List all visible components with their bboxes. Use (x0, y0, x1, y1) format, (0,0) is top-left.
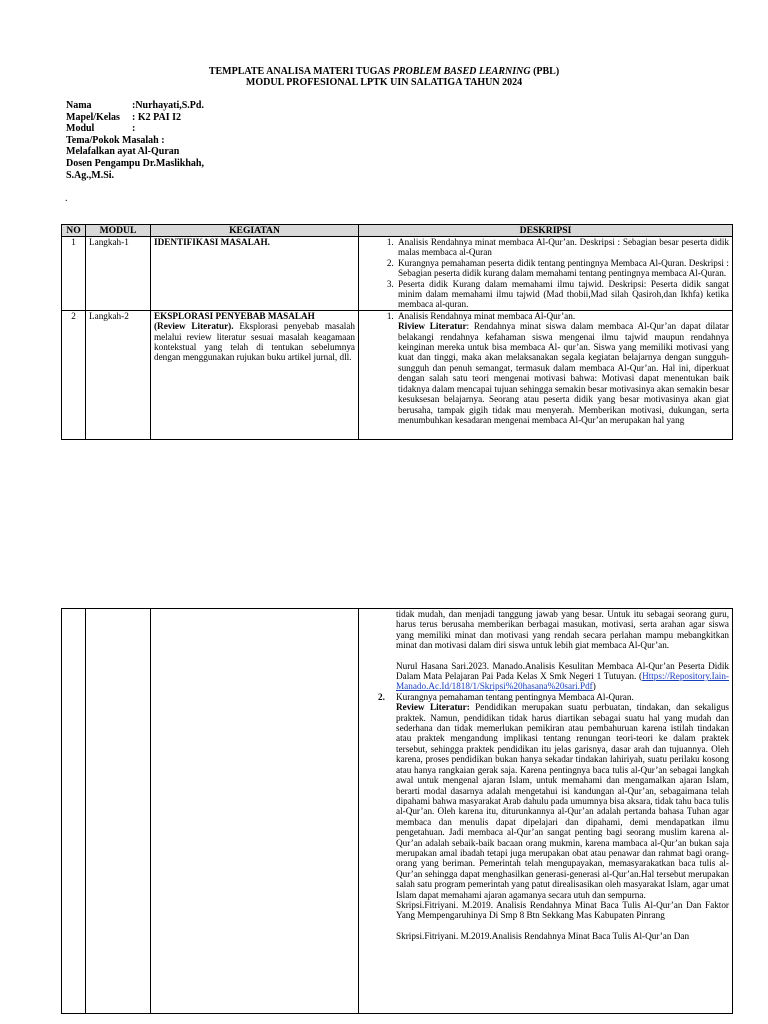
meta-modul (66, 123, 204, 135)
meta-tema-value: Melafalkan ayat Al-Quran (66, 146, 180, 158)
title-suffix: (PBL) (530, 66, 560, 77)
document-subtitle: MODUL PROFESIONAL LPTK UIN SALATIGA TAHUN 2024 (245, 77, 523, 88)
deskripsi-clip (362, 609, 729, 1013)
row-modul: Langkah-2 (86, 310, 151, 439)
list-item: 3. Peserta didik Kurang dalam memahami ilmu tajwid. Deskripsi: Peserta didik sangat minim dalam memahami ilmu tajwid (Mad thobii,Mad silah Qasiroh,dan Ikhfa) ketika membaca al-quran. (396, 279, 729, 310)
reference: Skripsi.Fitriyani. M.2019. Analisis Rendahnya Minat Baca Tulis Al-Qur’an Dan Faktor Yang Mempengaruhinya Di Smp 8 Btn Sekkang Mas Kabupaten Pinrang (396, 899, 729, 921)
continued-text: tidak mudah, dan menjadi tanggung jawab yang besar. Untuk itu sebagai seorang guru, harus terus berusaha memberikan berbagai masukan, motivasi, serta arahan agar siswa yang memiliki minat dan motivasi yang rendah secara perlahan mampu mebangkitkan minat dan motivasi dalam diri siswa untuk lebih giat membaca Al-Qur’an. (396, 609, 729, 651)
header-kegiatan: KEGIATAN (151, 225, 359, 237)
meta-label: Modul (66, 123, 95, 135)
meta-dosen-line2: S.Ag.,M.Si. (66, 169, 115, 181)
kegiatan-title: EKSPLORASI PENYEBAB MASALAH (154, 310, 315, 321)
row-deskripsi (359, 237, 733, 311)
row-no: 1 (62, 237, 86, 311)
item-body (396, 702, 729, 900)
table-row (62, 237, 733, 311)
item-label: Review Literatur: (396, 702, 470, 713)
kegiatan-desc (154, 321, 355, 363)
meta-mapel (66, 112, 204, 124)
meta-label: Mapel/Kelas (66, 111, 120, 123)
meta-value: : K2 PAI I2 (132, 111, 181, 123)
item-text: : Rendahnya minat siswa dalam membaca Al-Qur’an dapat dilatar belakangi rendahnya kefahaman siswa mengenai ilmu tajwid maupun rendahnya keinginan mereka untuk bisa membaca Al- qur’an. Siswa yang memiliki motivasi yang kuat dan tinggi, maka akan melaksanakan segala kegiatan belajarnya dengan sungguh-sungguh dan penuh semangat, termasuk dalam membaca Al-Qur’an. Hal ini, diperkuat dengan salah satu teori mengenai motivasi bahwa: Motivasi dapat menentukan baik tidaknya dalam mencapai tujuan sehingga semakin besar motivasinya akan semakin besar kesuksesan belajarnya. Seorang atau peserta didik yang besar motivasinya akan giat berusaha, tampak gigih tidak mau menyerah. Memberikan motivasi, dukungan, serta menumbuhkan kesadaran mengenai membaca Al-Qur’an merupakan hal yang (398, 321, 729, 425)
list-item: 1. Analisis Rendahnya minat membaca Al-Qur’an. Deskripsi : Sebagian besar peserta didik malas membaca al-Quran (396, 237, 729, 258)
header-modul: MODUL (86, 225, 151, 237)
row-modul: Langkah-1 (86, 237, 151, 311)
row-kegiatan (151, 609, 359, 1014)
meta-label: Nama (66, 100, 92, 111)
kegiatan-text: Eksplorasi penyebab masalah melalui review literatur sesuai masalah keagamaan kontekstual yang telah di tentukan sebelumnya dengan menggunakan rujukan buku artikel jurnal, dll. (154, 321, 356, 363)
item-title: Analisis Rendahnya minat membaca Al-Qur’an. (398, 310, 576, 321)
table-row (62, 310, 733, 439)
reference: Skripsi.Fitriyani. M.2019.Analisis Rendahnya Minat Baca Tulis Al-Qur’an Dan (396, 930, 690, 941)
row-kegiatan (151, 310, 359, 439)
item-text: Pendidikan merupakan suatu perbuatan, tindakan, dan sekaligus praktek. Namun, pendidikan tidak harus diartikan sebagai suatu hal yang mudah dan sederhana dan tidak memerlukan pemikiran atau pembahuruan karena istilah tindakan atau praktek mengandung implikasi tentang renungan teori-teori ke dalam praktek tersebut, sehingga praktek pendidikan itu jelas garisnya, dasar arah dan tujuannya. Oleh karena, proses pendidikan bukan hanya sekadar tindakan lahiriyah, suatu perilaku kosong atau hanya rangkaian gerak saja. Karena pentingnya baca tulis al-Qur’an sebagai langkah awal untuk mengenal ajaran Islam, untuk memahami dan mengamalkan ajaran Islam, berarti modal dasarnya adalah mengetahui isi kandungan al-Qur’an, sebagaimana telah dipahami bahwa masyarakat Arab dahulu pada umumnya bisa aksara, tidak tahu baca tulis al-Qur’an. Oleh karena itu, diturunkannya al-Qur’an adalah pertanda bahasa Tuhan agar membaca dan menulis dapat dipelajari dan dipahami, demi mendapatkan ilmu pengetahuan. Jadi membaca al-Qur’an sangat penting bagi seorang muslim karena al-Qur’an adalah sebaik-baik bacaan orang mukmin, karena mambaca al-Qur’an bukan saja merupakan amal ibadah tetapi juga merupakan obat atau penawar dan rahmat bagi orang-orang yang beriman. Pemerintah telah mengupayakan, memasyarakatkan baca tulis al-Qur’an sehingga dapat menghasilkan generasi-generasi al-Qur’an.Hal tersebut merupakan salah satu program pemerintah yang patut direalisasikan oleh masyarakat Islam, agar umat Islam dapat memahami ajaran agamanya secara utuh dan sempurna. (396, 702, 729, 900)
kegiatan-sub: (Review Literatur). (154, 321, 234, 332)
reference (396, 661, 729, 692)
row-no (62, 609, 86, 1014)
reference-close: ) (592, 681, 596, 692)
list-item: 2. Kurangnya pemahaman peserta didik tentang pentingnya Membaca Al-Quran. Deskripsi : Sebagian peserta didik kurang dalam memahami tentang pentingnya membaca Al-Quran. (396, 258, 729, 279)
header-no: NO (62, 225, 86, 237)
reference-text: Nurul Hasana Sari.2023. Manado.Analisis Kesulitan Membaca Al-Qur’an Peserta Didik Dalam Mata Pelajaran Pai Pada Kelas X Smk Negeri 1 Tutuyan. ( (396, 660, 729, 682)
analysis-table (61, 224, 733, 440)
meta-value: : (132, 123, 136, 135)
document-title (0, 66, 768, 77)
row-modul (86, 609, 151, 1014)
table-header-row (62, 225, 733, 237)
row-kegiatan: IDENTIFIKASI MASALAH. (151, 237, 359, 311)
row-deskripsi (359, 609, 733, 1014)
row-no: 2 (62, 310, 86, 439)
title-italic-part: PROBLEM BASED LEARNING (392, 66, 531, 77)
stray-dot: . (65, 193, 68, 204)
list-number: 2. (378, 691, 385, 702)
title-part: TEMPLATE ANALISA MATERI TUGAS (208, 66, 393, 77)
meta-block (66, 100, 204, 181)
row-deskripsi (359, 310, 733, 439)
analysis-table-continued (61, 608, 733, 1014)
deskripsi-clip (362, 311, 729, 439)
list-item (378, 691, 729, 900)
table-row (62, 609, 733, 1014)
list-item (396, 311, 729, 425)
meta-tema-label: Tema/Pokok Masalah : (66, 134, 165, 146)
reference-link[interactable]: Https://Repository.Iain-Manado.Ac.Id/1818/1/Skripsi%20hasana%20sari.Pdf (396, 671, 729, 692)
item-label: Riview Literatur (398, 321, 467, 332)
header-deskripsi: DESKRIPSI (359, 225, 733, 237)
meta-dosen-line1: Dosen Pengampu Dr.Maslikhah, (66, 157, 204, 169)
meta-nama (66, 100, 204, 112)
item-title: Kurangnya pemahaman tentang pentingnya Membaca Al-Quran. (396, 691, 634, 702)
meta-value: :Nurhayati,S.Pd. (132, 100, 204, 111)
